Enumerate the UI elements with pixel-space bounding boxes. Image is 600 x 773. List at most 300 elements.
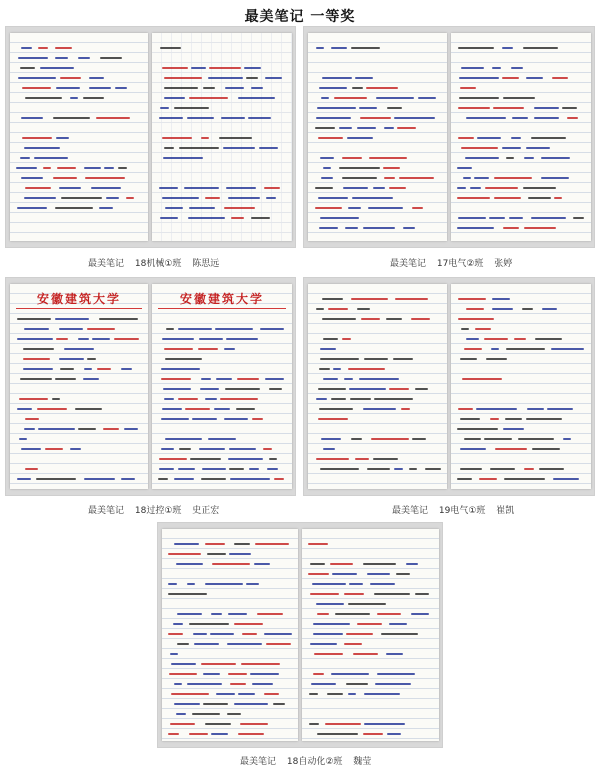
handwriting-stroke — [234, 703, 268, 705]
handwriting-stroke — [254, 563, 270, 565]
handwriting-stroke — [225, 87, 244, 89]
handwriting-stroke — [411, 613, 429, 615]
handwriting-stroke — [492, 308, 513, 310]
caption-name: 史正宏 — [192, 506, 220, 516]
handwriting-stroke — [502, 147, 521, 149]
handwriting-stroke — [367, 468, 390, 470]
handwriting-stroke — [228, 197, 260, 199]
handwriting-stroke — [17, 408, 32, 410]
handwriting-stroke — [492, 298, 510, 300]
handwriting-stroke — [91, 187, 121, 189]
handwriting-stroke — [223, 147, 255, 149]
handwriting-stroke — [189, 97, 228, 99]
handwriting-stroke — [55, 378, 76, 380]
note-photo-3 — [5, 277, 296, 496]
handwriting-stroke — [252, 683, 273, 685]
handwriting-stroke — [96, 117, 130, 119]
handwriting-stroke — [227, 713, 241, 715]
handwriting-stroke — [114, 338, 139, 340]
handwriting-stroke — [386, 318, 402, 320]
handwriting-stroke — [166, 328, 174, 330]
handwriting-stroke — [377, 673, 415, 675]
handwriting-stroke — [531, 137, 566, 139]
handwriting-stroke — [92, 338, 110, 340]
handwriting-stroke — [399, 177, 434, 179]
handwriting-stroke — [348, 368, 385, 370]
handwriting-stroke — [20, 378, 52, 380]
handwriting-stroke — [24, 328, 49, 330]
note-page-right — [152, 33, 292, 241]
handwriting-stroke — [318, 197, 348, 199]
handwriting-stroke — [366, 87, 398, 89]
handwriting-stroke — [55, 318, 89, 320]
handwriting-stroke — [562, 107, 577, 109]
note-page-left — [308, 33, 447, 241]
caption-2 — [390, 256, 520, 269]
handwriting-stroke — [506, 348, 545, 350]
handwriting-stroke — [168, 593, 207, 595]
handwriting-stroke — [523, 187, 556, 189]
handwriting-stroke — [474, 177, 489, 179]
handwriting-stroke — [37, 408, 67, 410]
handwriting-stroke — [573, 217, 584, 219]
handwriting-stroke — [412, 438, 426, 440]
handwriting-stroke — [363, 563, 396, 565]
handwriting-stroke — [353, 653, 378, 655]
handwriting-stroke — [551, 348, 584, 350]
handwriting-stroke — [532, 448, 560, 450]
handwriting-stroke — [211, 613, 222, 615]
handwriting-stroke — [104, 167, 114, 169]
note-page-left — [10, 284, 148, 489]
handwriting-stroke — [328, 308, 348, 310]
handwriting-stroke — [360, 117, 391, 119]
handwriting-stroke — [201, 378, 211, 380]
handwriting-stroke — [163, 157, 203, 159]
handwriting-stroke — [524, 468, 534, 470]
handwriting-stroke — [210, 633, 234, 635]
handwriting-stroke — [231, 217, 244, 219]
handwriting-stroke — [215, 328, 253, 330]
handwriting-stroke — [165, 438, 202, 440]
handwriting-stroke — [174, 703, 200, 705]
handwriting-stroke — [502, 77, 519, 79]
handwriting-stroke — [160, 47, 181, 49]
handwriting-stroke — [357, 127, 376, 129]
handwriting-stroke — [395, 298, 428, 300]
handwriting-stroke — [320, 157, 334, 159]
handwriting-stroke — [224, 348, 235, 350]
handwriting-stroke — [503, 428, 524, 430]
handwriting-stroke — [518, 438, 554, 440]
handwriting-stroke — [208, 77, 243, 79]
caption-class: 18自动化②班 — [286, 757, 343, 767]
handwriting-stroke — [476, 408, 517, 410]
handwriting-stroke — [177, 643, 189, 645]
handwriting-stroke — [20, 67, 35, 69]
handwriting-stroke — [248, 117, 271, 119]
handwriting-stroke — [55, 47, 72, 49]
handwriting-stroke — [342, 338, 351, 340]
handwriting-stroke — [159, 458, 187, 460]
handwriting-stroke — [188, 217, 225, 219]
handwriting-stroke — [38, 47, 48, 49]
handwriting-stroke — [465, 157, 499, 159]
caption-label: 最美笔记 — [392, 506, 429, 516]
handwriting-stroke — [174, 683, 182, 685]
handwriting-stroke — [238, 693, 255, 695]
handwriting-stroke — [383, 167, 400, 169]
caption-label: 最美笔记 — [88, 506, 125, 516]
caption-name: 陈思远 — [192, 259, 220, 269]
handwriting-stroke — [373, 187, 385, 189]
handwriting-stroke — [23, 358, 50, 360]
handwriting-stroke — [317, 733, 358, 735]
handwriting-stroke — [228, 458, 263, 460]
handwriting-stroke — [202, 468, 226, 470]
handwriting-stroke — [535, 338, 562, 340]
handwriting-stroke — [59, 358, 84, 360]
handwriting-stroke — [185, 408, 210, 410]
handwriting-stroke — [205, 583, 243, 585]
handwriting-stroke — [401, 408, 410, 410]
handwriting-stroke — [265, 378, 284, 380]
handwriting-stroke — [216, 693, 235, 695]
handwriting-stroke — [374, 593, 410, 595]
handwriting-stroke — [252, 418, 263, 420]
handwriting-stroke — [386, 653, 403, 655]
handwriting-stroke — [246, 77, 258, 79]
handwriting-stroke — [308, 573, 329, 575]
handwriting-stroke — [237, 378, 259, 380]
handwriting-stroke — [397, 127, 416, 129]
handwriting-stroke — [477, 137, 501, 139]
handwriting-stroke — [59, 187, 81, 189]
handwriting-stroke — [461, 67, 484, 69]
handwriting-stroke — [17, 338, 53, 340]
handwriting-stroke — [359, 378, 399, 380]
handwriting-stroke — [219, 137, 252, 139]
handwriting-stroke — [25, 97, 62, 99]
handwriting-stroke — [457, 227, 494, 229]
handwriting-stroke — [234, 623, 263, 625]
handwriting-stroke — [244, 67, 261, 69]
handwriting-stroke — [191, 67, 206, 69]
handwriting-stroke — [225, 388, 260, 390]
handwriting-stroke — [503, 97, 535, 99]
handwriting-stroke — [334, 97, 367, 99]
handwriting-stroke — [463, 177, 471, 179]
handwriting-stroke — [553, 478, 579, 480]
handwriting-stroke — [214, 408, 230, 410]
handwriting-stroke — [458, 318, 494, 320]
handwriting-stroke — [411, 318, 430, 320]
handwriting-stroke — [198, 348, 218, 350]
handwriting-stroke — [327, 693, 343, 695]
handwriting-stroke — [176, 563, 203, 565]
handwriting-stroke — [470, 187, 481, 189]
handwriting-stroke — [83, 97, 104, 99]
handwriting-stroke — [317, 107, 356, 109]
handwriting-stroke — [351, 438, 362, 440]
handwriting-stroke — [339, 127, 352, 129]
handwriting-stroke — [159, 187, 178, 189]
handwriting-stroke — [84, 478, 115, 480]
caption-name: 魏莹 — [353, 757, 372, 767]
handwriting-stroke — [373, 458, 398, 460]
handwriting-stroke — [17, 478, 31, 480]
handwriting-stroke — [179, 147, 219, 149]
handwriting-stroke — [367, 573, 390, 575]
handwriting-stroke — [348, 693, 356, 695]
handwriting-stroke — [60, 77, 81, 79]
handwriting-stroke — [168, 583, 177, 585]
note-page-right — [302, 529, 439, 741]
handwriting-stroke — [464, 348, 482, 350]
handwriting-stroke — [339, 167, 380, 169]
handwriting-stroke — [16, 167, 37, 169]
handwriting-stroke — [350, 398, 371, 400]
handwriting-stroke — [265, 77, 282, 79]
handwriting-stroke — [323, 167, 331, 169]
handwriting-stroke — [121, 368, 132, 370]
handwriting-stroke — [227, 643, 262, 645]
caption-label: 最美笔记 — [390, 259, 427, 269]
handwriting-stroke — [458, 217, 486, 219]
handwriting-stroke — [374, 398, 413, 400]
handwriting-stroke — [205, 543, 225, 545]
handwriting-stroke — [394, 468, 403, 470]
handwriting-stroke — [208, 438, 236, 440]
handwriting-stroke — [347, 137, 373, 139]
handwriting-stroke — [212, 563, 250, 565]
handwriting-stroke — [344, 643, 362, 645]
handwriting-stroke — [118, 167, 127, 169]
handwriting-stroke — [229, 553, 251, 555]
handwriting-stroke — [335, 613, 370, 615]
handwriting-stroke — [226, 187, 256, 189]
handwriting-stroke — [369, 157, 407, 159]
header-rule — [16, 308, 142, 309]
handwriting-stroke — [313, 673, 324, 675]
handwriting-stroke — [273, 703, 285, 705]
handwriting-stroke — [178, 468, 195, 470]
handwriting-stroke — [320, 217, 359, 219]
handwriting-stroke — [511, 67, 523, 69]
handwriting-stroke — [460, 468, 482, 470]
handwriting-stroke — [332, 573, 357, 575]
handwriting-stroke — [363, 733, 383, 735]
handwriting-stroke — [230, 683, 246, 685]
handwriting-stroke — [45, 448, 63, 450]
handwriting-stroke — [17, 318, 51, 320]
handwriting-stroke — [238, 733, 264, 735]
handwriting-stroke — [21, 448, 41, 450]
handwriting-stroke — [384, 127, 394, 129]
handwriting-stroke — [249, 468, 259, 470]
handwriting-stroke — [52, 398, 60, 400]
handwriting-stroke — [522, 308, 533, 310]
handwriting-stroke — [164, 87, 198, 89]
handwriting-stroke — [364, 358, 388, 360]
handwriting-stroke — [321, 438, 341, 440]
handwriting-stroke — [163, 388, 191, 390]
handwriting-stroke — [177, 613, 202, 615]
handwriting-stroke — [320, 348, 336, 350]
handwriting-stroke — [18, 57, 48, 59]
handwriting-stroke — [342, 157, 362, 159]
handwriting-stroke — [319, 87, 347, 89]
handwriting-stroke — [375, 683, 411, 685]
handwriting-stroke — [216, 378, 232, 380]
handwriting-stroke — [539, 468, 564, 470]
handwriting-stroke — [321, 97, 329, 99]
handwriting-stroke — [56, 137, 69, 139]
handwriting-stroke — [99, 207, 113, 209]
handwriting-stroke — [269, 458, 277, 460]
handwriting-stroke — [505, 418, 522, 420]
handwriting-stroke — [316, 603, 344, 605]
handwriting-stroke — [56, 87, 80, 89]
handwriting-stroke — [251, 87, 263, 89]
caption-class: 19电气①班 — [438, 506, 486, 516]
handwriting-stroke — [357, 308, 370, 310]
handwriting-stroke — [169, 673, 197, 675]
handwriting-stroke — [22, 137, 52, 139]
handwriting-stroke — [25, 187, 51, 189]
handwriting-stroke — [317, 613, 329, 615]
handwriting-stroke — [361, 318, 380, 320]
handwriting-stroke — [161, 368, 200, 370]
handwriting-stroke — [319, 227, 338, 229]
handwriting-stroke — [409, 468, 417, 470]
handwriting-stroke — [203, 673, 220, 675]
handwriting-stroke — [87, 328, 115, 330]
caption-4 — [392, 503, 522, 516]
note-page-right — [451, 33, 591, 241]
handwriting-stroke — [459, 77, 499, 79]
handwriting-stroke — [255, 543, 289, 545]
handwriting-stroke — [70, 448, 81, 450]
handwriting-stroke — [567, 117, 578, 119]
handwriting-stroke — [21, 47, 32, 49]
handwriting-stroke — [314, 653, 343, 655]
handwriting-stroke — [38, 428, 75, 430]
handwriting-stroke — [226, 338, 258, 340]
handwriting-stroke — [491, 348, 499, 350]
handwriting-stroke — [200, 388, 219, 390]
handwriting-stroke — [159, 468, 174, 470]
handwriting-stroke — [492, 67, 501, 69]
handwriting-stroke — [461, 147, 498, 149]
handwriting-stroke — [331, 673, 369, 675]
handwriting-stroke — [121, 478, 135, 480]
handwriting-stroke — [511, 137, 521, 139]
handwriting-stroke — [64, 348, 94, 350]
handwriting-stroke — [364, 723, 405, 725]
handwriting-stroke — [346, 633, 373, 635]
handwriting-stroke — [524, 227, 556, 229]
handwriting-stroke — [344, 378, 353, 380]
handwriting-stroke — [490, 418, 499, 420]
handwriting-stroke — [363, 408, 396, 410]
handwriting-stroke — [509, 217, 523, 219]
handwriting-stroke — [207, 553, 226, 555]
handwriting-stroke — [563, 438, 571, 440]
handwriting-stroke — [462, 378, 502, 380]
handwriting-stroke — [460, 418, 480, 420]
handwriting-stroke — [457, 187, 466, 189]
handwriting-stroke — [459, 97, 499, 99]
handwriting-stroke — [161, 378, 191, 380]
handwriting-stroke — [259, 147, 278, 149]
handwriting-stroke — [466, 338, 479, 340]
handwriting-stroke — [260, 328, 284, 330]
caption-3 — [88, 503, 227, 516]
handwriting-stroke — [318, 137, 343, 139]
handwriting-stroke — [224, 418, 248, 420]
handwriting-stroke — [355, 458, 369, 460]
handwriting-stroke — [205, 398, 217, 400]
handwriting-stroke — [22, 87, 51, 89]
handwriting-stroke — [524, 157, 534, 159]
handwriting-stroke — [170, 723, 195, 725]
handwriting-stroke — [171, 663, 196, 665]
handwriting-stroke — [531, 217, 566, 219]
handwriting-stroke — [389, 388, 409, 390]
handwriting-stroke — [526, 418, 562, 420]
handwriting-stroke — [36, 478, 76, 480]
handwriting-stroke — [541, 157, 570, 159]
handwriting-stroke — [330, 563, 353, 565]
handwriting-stroke — [527, 408, 544, 410]
handwriting-stroke — [193, 633, 207, 635]
note-page-left — [308, 284, 447, 489]
handwriting-stroke — [162, 408, 182, 410]
handwriting-stroke — [331, 398, 346, 400]
handwriting-stroke — [534, 117, 559, 119]
handwriting-stroke — [124, 428, 138, 430]
handwriting-stroke — [484, 338, 508, 340]
handwriting-stroke — [21, 177, 43, 179]
handwriting-stroke — [313, 623, 350, 625]
handwriting-stroke — [100, 57, 122, 59]
handwriting-stroke — [171, 693, 209, 695]
handwriting-stroke — [355, 77, 373, 79]
handwriting-stroke — [479, 478, 497, 480]
handwriting-stroke — [333, 368, 341, 370]
handwriting-stroke — [87, 358, 96, 360]
handwriting-stroke — [78, 428, 96, 430]
handwriting-stroke — [170, 653, 178, 655]
handwriting-stroke — [25, 468, 38, 470]
handwriting-stroke — [376, 97, 414, 99]
handwriting-stroke — [506, 157, 514, 159]
handwriting-stroke — [489, 217, 505, 219]
handwriting-stroke — [164, 77, 202, 79]
handwriting-stroke — [229, 448, 256, 450]
handwriting-stroke — [176, 713, 186, 715]
handwriting-stroke — [203, 87, 215, 89]
handwriting-stroke — [164, 97, 185, 99]
handwriting-stroke — [418, 97, 436, 99]
handwriting-stroke — [309, 693, 318, 695]
handwriting-stroke — [168, 633, 183, 635]
handwriting-stroke — [187, 683, 222, 685]
handwriting-stroke — [323, 378, 338, 380]
handwriting-stroke — [84, 368, 92, 370]
handwriting-stroke — [263, 448, 272, 450]
